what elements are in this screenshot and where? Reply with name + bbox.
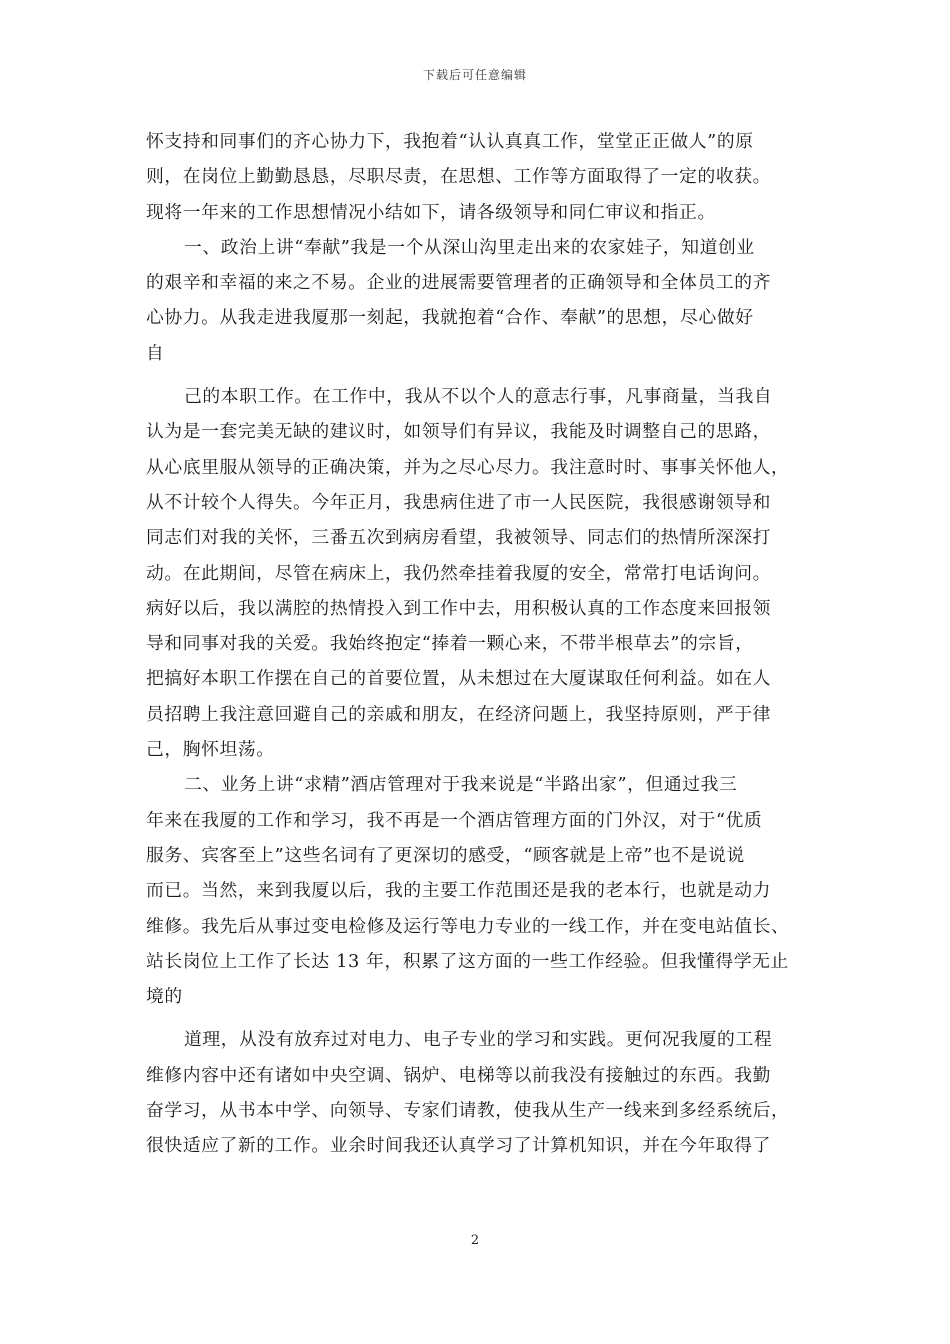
text-line: 己，胸怀坦荡。 (146, 739, 275, 761)
text-line: 怀支持和同事们的齐心协力下，我抱着“认认真真工作，堂堂正正做人”的原 (146, 131, 754, 152)
text-line: 从不计较个人得失。今年正月，我患病住进了市一人民医院，我很感谢领导和 (146, 491, 771, 513)
text-line: 认为是一套完美无缺的建议时，如领导们有异议，我能及时调整自己的思路， (146, 421, 771, 443)
text-line: 维修。我先后从事过变电检修及运行等电力专业的一线工作，并在变电站值长、 (146, 915, 790, 937)
text-line: 而已。当然，来到我厦以后，我的主要工作范围还是我的老本行，也就是动力 (146, 880, 771, 902)
document-body (146, 124, 806, 1164)
text-line: 从心底里服从领导的正确决策，并为之尽心尽力。我注意时时、事事关怀他人， (146, 456, 790, 478)
text-line: 奋学习，从书本中学、向领导、专家们请教，使我从生产一线来到多经系统后， (146, 1100, 790, 1122)
text-line: 年来在我厦的工作和学习，我不再是一个酒店管理方面的门外汉，对于“优质 (146, 809, 763, 831)
text-line: 员招聘上我注意回避自己的亲戚和朋友，在经济问题上，我坚持原则，严于律 (146, 703, 771, 725)
text-line: 把搞好本职工作摆在自己的首要位置，从未想过在大厦谋取任何利益。如在人 (146, 668, 771, 690)
text-line: 现将一年来的工作思想情况小结如下，请各级领导和同仁审议和指正。 (146, 201, 716, 223)
text-line: 道理，从没有放弃过对电力、电子专业的学习和实践。更何况我厦的工程 (184, 1029, 773, 1051)
text-line: 动。在此期间，尽管在病床上，我仍然牵挂着我厦的安全，常常打电话询问。 (146, 562, 771, 584)
text-line: 同志们对我的关怀，三番五次到病房看望，我被领导、同志们的热情所深深打 (146, 527, 771, 549)
text-line: 则，在岗位上勤勤恳恳，尽职尽责，在思想、工作等方面取得了一定的收获。 (146, 166, 771, 188)
text-line: 自 (146, 342, 165, 364)
text-line: 服务、宾客至上”这些名词有了更深切的感受，“顾客就是上帝”也不是说说 (146, 844, 745, 866)
text-line: 站长岗位上工作了长达 13 年，积累了这方面的一些工作经验。但我懂得学无止 (146, 950, 789, 972)
text-line: 二、业务上讲“求精”酒店管理对于我来说是“半路出家”，但通过我三 (184, 774, 738, 796)
text-line: 心协力。从我走进我厦那一刻起，我就抱着“合作、奉献”的思想，尽心做好 (146, 307, 754, 329)
text-line: 境的 (146, 986, 183, 1008)
text-line: 很快适应了新的工作。业余时间我还认真学习了计算机知识，并在今年取得了 (146, 1135, 771, 1157)
text-line: 己的本职工作。在工作中，我从不以个人的意志行事，凡事商量，当我自 (184, 386, 773, 408)
text-line: 导和同事对我的关爱。我始终抱定“捧着一颗心来，不带半根草去”的宗旨， (146, 633, 754, 655)
page-header: 下载后可任意编辑 (422, 68, 527, 82)
text-line: 病好以后，我以满腔的热情投入到工作中去，用积极认真的工作态度来回报领 (146, 597, 771, 619)
text-line: 维修内容中还有诸如中央空调、锅炉、电梯等以前我没有接触过的东西。我勤 (146, 1064, 771, 1086)
page-number: 2 (470, 1233, 480, 1248)
text-line: 的艰辛和幸福的来之不易。企业的进展需要管理者的正确领导和全体员工的齐 (146, 272, 771, 294)
text-line: 一、政治上讲“奉献”我是一个从深山沟里走出来的农家娃子，知道创业 (184, 236, 755, 258)
